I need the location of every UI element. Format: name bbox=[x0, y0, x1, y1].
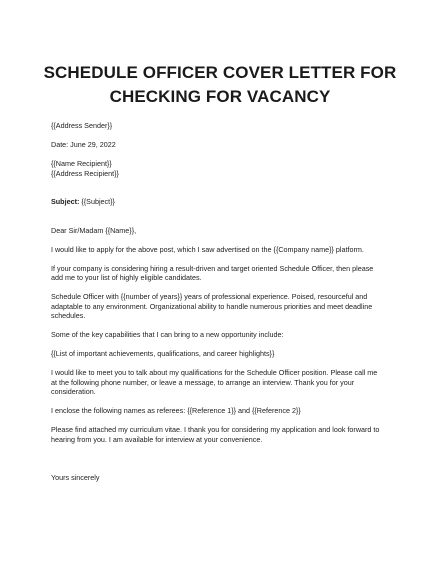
title-line-2: CHECKING FOR VACANCY bbox=[109, 87, 331, 106]
paragraph-2-line-2: add me to your list of highly eligible candidates. bbox=[51, 273, 202, 282]
paragraph-7: I enclose the following names as referees: {{Reference 1}} and {{Reference 2}} bbox=[51, 406, 301, 415]
paragraph-3-line-1: Schedule Officer with {{number of years}} years of professional experience. Poised, resourceful and bbox=[51, 292, 368, 301]
paragraph-6-line-1: I would like to meet you to talk about my qualifications for the Schedule Officer position. Please call me bbox=[51, 368, 378, 377]
letter-body bbox=[51, 121, 396, 482]
paragraph-3-line-2: adaptable to any environment. Organizational ability to handle numerous priorities and meet deadline bbox=[51, 301, 373, 311]
subject-line bbox=[51, 197, 396, 207]
paragraph-6-line-2: at the following phone number, or leave a message, to arrange an interview. Thank you for your bbox=[51, 377, 355, 387]
subject-label: Subject: bbox=[51, 197, 80, 206]
name-recipient: {{Name Recipient}} bbox=[51, 159, 112, 168]
salutation: Dear Sir/Madam {{Name}}, bbox=[51, 225, 137, 235]
subject-value: {{Subject}} bbox=[79, 197, 115, 206]
paragraph-5: {{List of important achievements, qualifications, and career highlights}} bbox=[51, 349, 275, 358]
address-sender: {{Address Sender}} bbox=[51, 121, 113, 130]
paragraph-2-line-1: If your company is considering hiring a result-driven and target oriented Schedule Officer, then please bbox=[51, 263, 374, 273]
paragraph-1: I would like to apply for the above post, which I saw advertised on the {{Company name}} platform. bbox=[51, 244, 364, 254]
closing: Yours sincerely bbox=[51, 472, 100, 482]
document-title bbox=[20, 61, 420, 109]
letter-date: Date: June 29, 2022 bbox=[51, 140, 116, 149]
title-line-1: SCHEDULE OFFICER COVER LETTER FOR bbox=[43, 63, 397, 82]
paragraph-8-line-2: hearing from you. I am available for interview at your convenience. bbox=[51, 434, 263, 444]
paragraph-4: Some of the key capabilities that I can bring to a new opportunity include: bbox=[51, 330, 284, 339]
paragraph-3-line-3: schedules. bbox=[51, 311, 86, 320]
address-recipient: {{Address Recipient}} bbox=[51, 168, 119, 178]
paragraph-8-line-1: Please find attached my curriculum vitae. I thank you for considering my application and look forward to bbox=[51, 425, 380, 434]
paragraph-6-line-3: consideration. bbox=[51, 387, 96, 396]
